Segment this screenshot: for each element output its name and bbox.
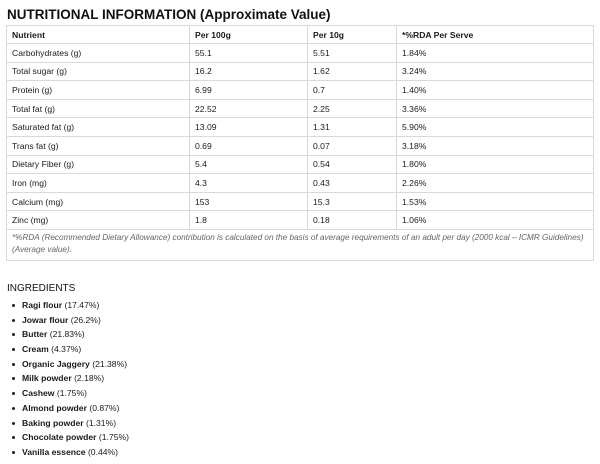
nutrient-name: Dietary Fiber (g) [7, 155, 190, 174]
header-per-100g: Per 100g [190, 26, 308, 44]
bullet-icon [12, 304, 15, 307]
footnote-row [7, 229, 594, 260]
per-100g-value: 22.52 [190, 99, 308, 118]
nutrition-title: NUTRITIONAL INFORMATION (Approximate Value) [7, 7, 331, 22]
per-10g-value: 0.43 [308, 174, 397, 193]
rda-value: 5.90% [397, 118, 594, 137]
table-row [7, 44, 594, 63]
per-10g-value: 1.62 [308, 62, 397, 81]
ingredient-percentage: (1.75%) [98, 432, 129, 443]
ingredient-percentage: (26.2%) [70, 314, 101, 325]
list-item [12, 342, 129, 357]
per-10g-value: 1.31 [308, 118, 397, 137]
ingredient-name: Organic Jaggery [22, 358, 90, 369]
nutrient-name: Carbohydrates (g) [7, 44, 190, 63]
nutrition-table-body [7, 44, 594, 261]
ingredient-name: Butter [22, 329, 48, 340]
nutrient-name: Zinc (mg) [7, 211, 190, 230]
nutrient-name: Iron (mg) [7, 174, 190, 193]
header-per-10g: Per 10g [308, 26, 397, 44]
table-row [7, 118, 594, 137]
nutrient-name: Saturated fat (g) [7, 118, 190, 137]
nutrient-name: Trans fat (g) [7, 136, 190, 155]
ingredient-name: Chocolate powder [22, 432, 97, 443]
bullet-icon [12, 392, 15, 395]
per-10g-value: 2.25 [308, 99, 397, 118]
bullet-icon [12, 422, 15, 425]
bullet-icon [12, 363, 15, 366]
ingredient-percentage: (1.75%) [56, 388, 87, 399]
nutrient-name: Total fat (g) [7, 99, 190, 118]
ingredient-name: Ragi flour [22, 300, 63, 310]
bullet-icon [12, 348, 15, 351]
list-item [12, 401, 129, 416]
bullet-icon [12, 319, 15, 322]
header-nutrient: Nutrient [7, 26, 190, 44]
rda-value: 1.53% [397, 192, 594, 211]
ingredient-percentage: (17.47%) [64, 300, 100, 310]
ingredient-name: Almond powder [22, 402, 87, 413]
ingredient-name: Jowar flour [22, 314, 69, 325]
ingredients-list [12, 298, 129, 460]
bullet-icon [12, 333, 15, 336]
ingredient-percentage: (21.38%) [92, 358, 128, 369]
list-item [12, 327, 129, 342]
ingredient-name: Cream [22, 344, 49, 355]
list-item [12, 357, 129, 372]
per-10g-value: 0.07 [308, 136, 397, 155]
ingredient-percentage: (0.44%) [87, 446, 119, 457]
rda-value: 1.84% [397, 44, 594, 63]
ingredient-percentage: (21.83%) [49, 329, 85, 340]
per-100g-value: 55.1 [190, 44, 308, 63]
bullet-icon [12, 436, 15, 439]
per-10g-value: 5.51 [308, 44, 397, 63]
header-rda: *%RDA Per Serve [397, 26, 594, 44]
bullet-icon [12, 377, 15, 380]
list-item [12, 371, 129, 386]
rda-footnote: *%RDA (Recommended Dietary Allowance) contribution is calculated on the basis of average requirements of an adult per day (2000 kcal – ICMR Guidelines) (Average value). [7, 229, 594, 260]
nutrition-table [6, 25, 594, 261]
table-row [7, 62, 594, 81]
list-item [12, 445, 129, 460]
per-10g-value: 0.7 [308, 81, 397, 100]
list-item [12, 298, 129, 313]
nutrient-name: Protein (g) [7, 81, 190, 100]
table-row [7, 174, 594, 193]
per-10g-value: 15.3 [308, 192, 397, 211]
ingredient-percentage: (2.18%) [74, 373, 105, 384]
per-100g-value: 1.8 [190, 211, 308, 230]
table-row [7, 155, 594, 174]
table-row [7, 211, 594, 230]
rda-value: 3.18% [397, 136, 594, 155]
rda-value: 2.26% [397, 174, 594, 193]
table-row [7, 136, 594, 155]
rda-value: 3.24% [397, 62, 594, 81]
per-100g-value: 0.69 [190, 136, 308, 155]
ingredient-percentage: (1.31%) [86, 417, 117, 428]
table-row [7, 99, 594, 118]
ingredient-name: Milk powder [22, 373, 72, 384]
per-100g-value: 16.2 [190, 62, 308, 81]
bullet-icon [12, 407, 15, 410]
per-100g-value: 5.4 [190, 155, 308, 174]
nutrient-name: Total sugar (g) [7, 62, 190, 81]
table-row [7, 192, 594, 211]
list-item [12, 416, 129, 431]
ingredient-percentage: (4.37%) [51, 344, 82, 355]
per-100g-value: 4.3 [190, 174, 308, 193]
per-10g-value: 0.54 [308, 155, 397, 174]
bullet-icon [12, 451, 15, 454]
per-100g-value: 13.09 [190, 118, 308, 137]
list-item [12, 313, 129, 328]
per-10g-value: 0.18 [308, 211, 397, 230]
rda-value: 1.06% [397, 211, 594, 230]
rda-value: 1.80% [397, 155, 594, 174]
table-row [7, 81, 594, 100]
rda-value: 1.40% [397, 81, 594, 100]
list-item [12, 386, 129, 401]
ingredient-name: Baking powder [22, 417, 84, 428]
ingredient-percentage: (0.87%) [89, 402, 120, 413]
list-item [12, 430, 129, 445]
per-100g-value: 6.99 [190, 81, 308, 100]
rda-value: 3.36% [397, 99, 594, 118]
ingredient-name: Cashew [22, 388, 55, 399]
nutrient-name: Calcium (mg) [7, 192, 190, 211]
ingredient-name: Vanilla essence [22, 446, 86, 457]
table-header-row [7, 26, 594, 44]
ingredients-title: INGREDIENTS [7, 283, 76, 294]
per-100g-value: 153 [190, 192, 308, 211]
